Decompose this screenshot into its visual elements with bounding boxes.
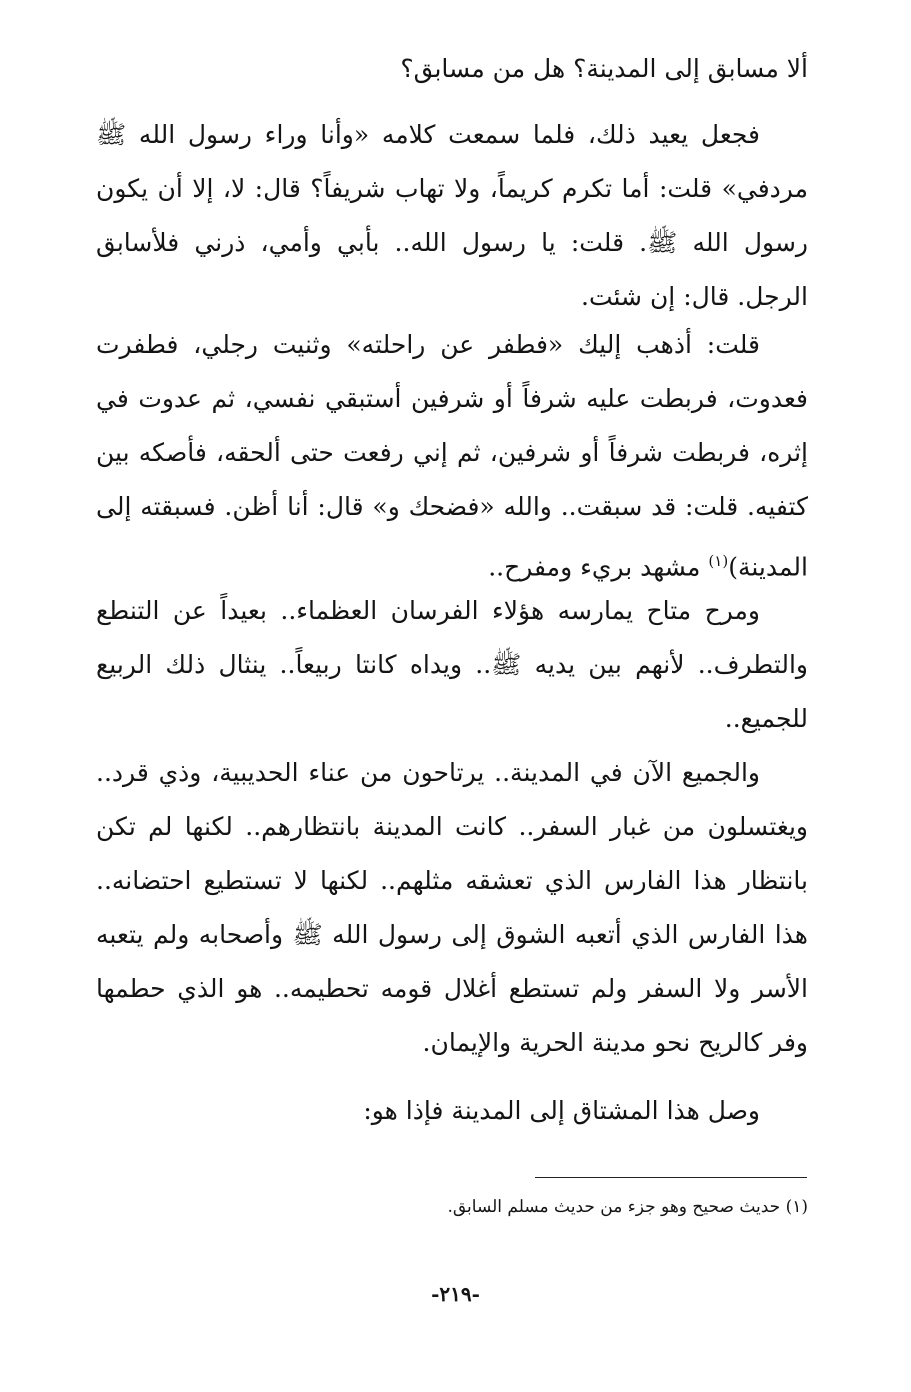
paragraph-6-text: وصل هذا المشتاق إلى المدينة فإذا هو:	[363, 1096, 760, 1125]
footnote: (١) حديث صحيح وهو جزء من حديث مسلم السابق.	[447, 1197, 808, 1217]
paragraph-3-tail: مشهد بريء ومفرح..	[488, 552, 709, 582]
paragraph-5-text: والجميع الآن في المدينة.. يرتاحون من عناء الحديبية، وذي قرد.. ويغتسلون من غبار السفر.. كانت المدينة بانتظارهم.. لكنها لم تكن بانتظار هذا الفارس الذي تعشقه مثلهم.. لكنها لا تستطيع احتضانه.. هذا الفارس الذي أتعبه الشوق إلى رسول الله ﷺ وأصحابه ولم يتعبه الأسر ولا السفر ولم تستطع أغلال قومه تحطيمه.. هو الذي حطمها وفر كالريح نحو مدينة الحرية والإيمان.	[96, 758, 808, 1057]
footnote-reference: (١)	[708, 552, 729, 570]
paragraph-3-text: قلت: أذهب إليك «فطفر عن راحلته» وثنيت رجلي، فطفرت فعدوت، فربطت عليه شرفاً أو شرفين أستبقي نفسي، ثم عدوت في إثره، فربطت شرفاً أو شرفين، ثم إني رفعت حتى ألحقه، فأصكه بين كتفيه. قلت: قد سبقت.. والله «فضحك و» قال: أنا أظن. فسبقته إلى المدينة)	[96, 330, 808, 582]
paragraph-4-text: ومرح متاح يمارسه هؤلاء الفرسان العظماء.. بعيداً عن التنطع والتطرف.. لأنهم بين يديه ﷺ.. ويداه كانتا ربيعاً.. ينثال ذلك الربيع للجميع..	[96, 596, 808, 733]
paragraph-1-text: ألا مسابق إلى المدينة؟ هل من مسابق؟	[400, 54, 808, 83]
paragraph-5	[96, 746, 808, 1070]
paragraph-6	[96, 1084, 808, 1138]
footnote-separator	[535, 1177, 807, 1178]
paragraph-4	[96, 584, 808, 746]
page-number: -٢١٩-	[431, 1282, 480, 1306]
paragraph-3-container	[96, 318, 808, 594]
paragraph-2	[96, 108, 808, 324]
paragraph-3	[96, 318, 808, 594]
paragraph-1	[96, 42, 808, 96]
paragraph-2-text: فجعل يعيد ذلك، فلما سمعت كلامه «وأنا وراء رسول الله ﷺ مردفي» قلت: أما تكرم كريماً، ولا تهاب شريفاً؟ قال: لا، إلا أن يكون رسول الله ﷺ. قلت: يا رسول الله.. بأبي وأمي، ذرني فلأسابق الرجل. قال: إن شئت.	[96, 120, 808, 311]
